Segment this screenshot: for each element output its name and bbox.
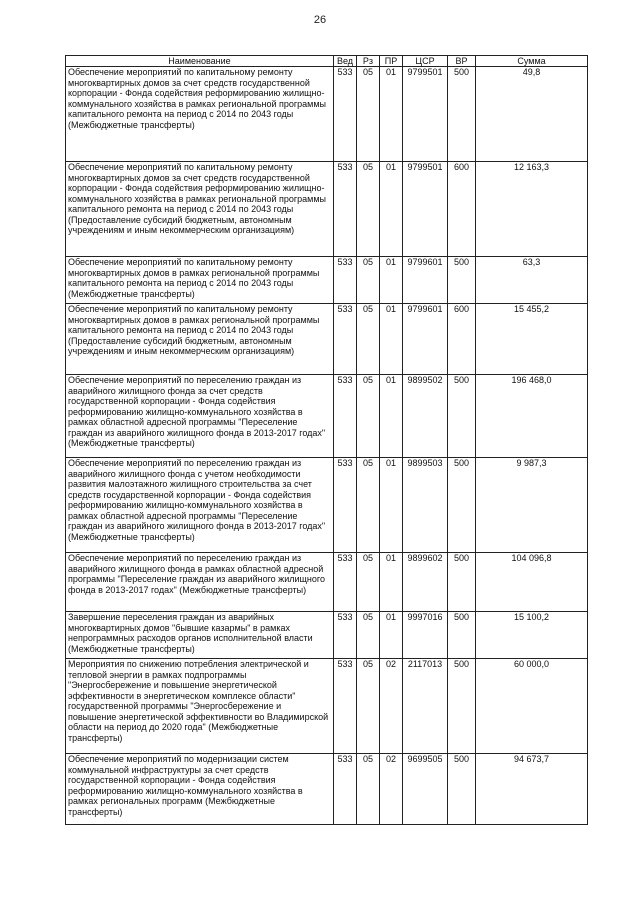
- row-csr: 9899602: [403, 553, 448, 612]
- row-rz: 05: [357, 67, 380, 162]
- row-name: Обеспечение мероприятий по переселению граждан из аварийного жилищного фонда с учетом необходимости развития малоэтажного жилищного строительства за счет средств государственной корпорации - Фонда содействия реформированию жилищно-коммунального хозяйства в рамках областной адресной программы "Переселение граждан из аварийного жилищного фонда в 2013-2017 годах" (Межбюджетные трансферты): [66, 458, 334, 553]
- row-name: Обеспечение мероприятий по капитальному ремонту многоквартирных домов в рамках региональной программы капитального ремонта на период с 2014 по 2043 годы (Межбюджетные трансферты): [66, 257, 334, 304]
- row-pr: 02: [380, 659, 403, 754]
- row-csr: 9699505: [403, 754, 448, 825]
- row-csr: 9997016: [403, 612, 448, 659]
- budget-table: [65, 55, 588, 825]
- row-vr: 500: [448, 257, 476, 304]
- row-name: Завершение переселения граждан из аварийных многоквартирных домов "бывшие казармы" в рамках непрограммных расходов органов исполнительной власти (Межбюджетные трансферты): [66, 612, 334, 659]
- table-row: [66, 754, 588, 825]
- row-ved: 533: [334, 612, 357, 659]
- row-sum: 63,3: [476, 257, 588, 304]
- row-rz: 05: [357, 754, 380, 825]
- row-name: Обеспечение мероприятий по переселению граждан из аварийного жилищного фонда за счет средств государственной корпорации - Фонда содействия реформированию жилищно-коммунального хозяйства в рамках областной адресной программы "Переселение граждан из аварийного жилищного фонда в 2013-2017 годах" (Межбюджетные трансферты): [66, 375, 334, 458]
- page-number: 26: [313, 14, 327, 26]
- row-vr: 500: [448, 612, 476, 659]
- table-row: [66, 162, 588, 257]
- header-vr: ВР: [448, 56, 476, 67]
- row-name: Мероприятия по снижению потребления электрической и тепловой энергии в рамках подпрограммы "Энергосбережение и повышение энергетической эффективности в энергетическом комплексе области" государственной программы "Энергосбережение и повышение энергетической эффективности во Владимирской области на период до 2020 года" (Межбюджетные трансферты): [66, 659, 334, 754]
- row-vr: 500: [448, 458, 476, 553]
- row-rz: 05: [357, 659, 380, 754]
- row-csr: 9899502: [403, 375, 448, 458]
- row-rz: 05: [357, 612, 380, 659]
- row-ved: 533: [334, 67, 357, 162]
- row-vr: 500: [448, 375, 476, 458]
- row-rz: 05: [357, 162, 380, 257]
- row-sum: 60 000,0: [476, 659, 588, 754]
- row-rz: 05: [357, 257, 380, 304]
- header-sum: Сумма: [476, 56, 588, 67]
- row-name: Обеспечение мероприятий по модернизации систем коммунальной инфраструктуры за счет средств государственной корпорации - Фонда содействия реформированию жилищно-коммунального хозяйства в рамках региональных программ (Межбюджетные трансферты): [66, 754, 334, 825]
- header-rz: Рз: [357, 56, 380, 67]
- row-csr: 9799501: [403, 67, 448, 162]
- header-csr: ЦСР: [403, 56, 448, 67]
- row-ved: 533: [334, 659, 357, 754]
- table-row: [66, 612, 588, 659]
- row-pr: 01: [380, 458, 403, 553]
- table-row: [66, 553, 588, 612]
- row-pr: 01: [380, 162, 403, 257]
- row-pr: 01: [380, 304, 403, 375]
- row-pr: 01: [380, 375, 403, 458]
- row-rz: 05: [357, 553, 380, 612]
- row-sum: 196 468,0: [476, 375, 588, 458]
- row-vr: 500: [448, 754, 476, 825]
- header-name: Наименование: [66, 56, 334, 67]
- table-row: [66, 304, 588, 375]
- row-sum: 9 987,3: [476, 458, 588, 553]
- row-sum: 12 163,3: [476, 162, 588, 257]
- table-header-row: [66, 56, 588, 67]
- row-csr: 2117013: [403, 659, 448, 754]
- row-vr: 500: [448, 659, 476, 754]
- row-pr: 01: [380, 67, 403, 162]
- row-name: Обеспечение мероприятий по капитальному ремонту многоквартирных домов за счет средств государственной корпорации - Фонда содействия реформированию жилищно-коммунального хозяйства в рамках региональной программы капитального ремонта на период с 2014 по 2043 годы (Межбюджетные трансферты): [66, 67, 334, 162]
- row-vr: 500: [448, 67, 476, 162]
- row-ved: 533: [334, 458, 357, 553]
- row-ved: 533: [334, 162, 357, 257]
- row-rz: 05: [357, 375, 380, 458]
- table-row: [66, 375, 588, 458]
- row-rz: 05: [357, 304, 380, 375]
- row-vr: 600: [448, 304, 476, 375]
- row-ved: 533: [334, 553, 357, 612]
- header-pr: ПР: [380, 56, 403, 67]
- row-name: Обеспечение мероприятий по переселению граждан из аварийного жилищного фонда в рамках областной адресной программы "Переселение граждан из аварийного жилищного фонда в 2013-2017 годах" (Межбюджетные трансферты): [66, 553, 334, 612]
- row-pr: 01: [380, 612, 403, 659]
- table-row: [66, 257, 588, 304]
- row-csr: 9799601: [403, 304, 448, 375]
- row-sum: 104 096,8: [476, 553, 588, 612]
- header-ved: Вед: [334, 56, 357, 67]
- row-sum: 49,8: [476, 67, 588, 162]
- row-rz: 05: [357, 458, 380, 553]
- row-pr: 01: [380, 553, 403, 612]
- row-name: Обеспечение мероприятий по капитальному ремонту многоквартирных домов за счет средств государственной корпорации - Фонда содействия реформированию жилищно-коммунального хозяйства в рамках региональной программы капитального ремонта на период с 2014 по 2043 годы (Предоставление субсидий бюджетным, автономным учреждениям и иным некоммерческим организациям): [66, 162, 334, 257]
- row-vr: 500: [448, 553, 476, 612]
- row-name: Обеспечение мероприятий по капитальному ремонту многоквартирных домов в рамках региональной программы капитального ремонта на период с 2014 по 2043 годы (Предоставление субсидий бюджетным, автономным учреждениям и иным некоммерческим организациям): [66, 304, 334, 375]
- table-row: [66, 458, 588, 553]
- row-sum: 15 100,2: [476, 612, 588, 659]
- row-sum: 94 673,7: [476, 754, 588, 825]
- row-vr: 600: [448, 162, 476, 257]
- table-row: [66, 659, 588, 754]
- row-ved: 533: [334, 754, 357, 825]
- row-sum: 15 455,2: [476, 304, 588, 375]
- table-row: [66, 67, 588, 162]
- row-csr: 9799601: [403, 257, 448, 304]
- row-ved: 533: [334, 257, 357, 304]
- row-ved: 533: [334, 304, 357, 375]
- row-ved: 533: [334, 375, 357, 458]
- row-csr: 9899503: [403, 458, 448, 553]
- row-pr: 01: [380, 257, 403, 304]
- row-csr: 9799501: [403, 162, 448, 257]
- row-pr: 02: [380, 754, 403, 825]
